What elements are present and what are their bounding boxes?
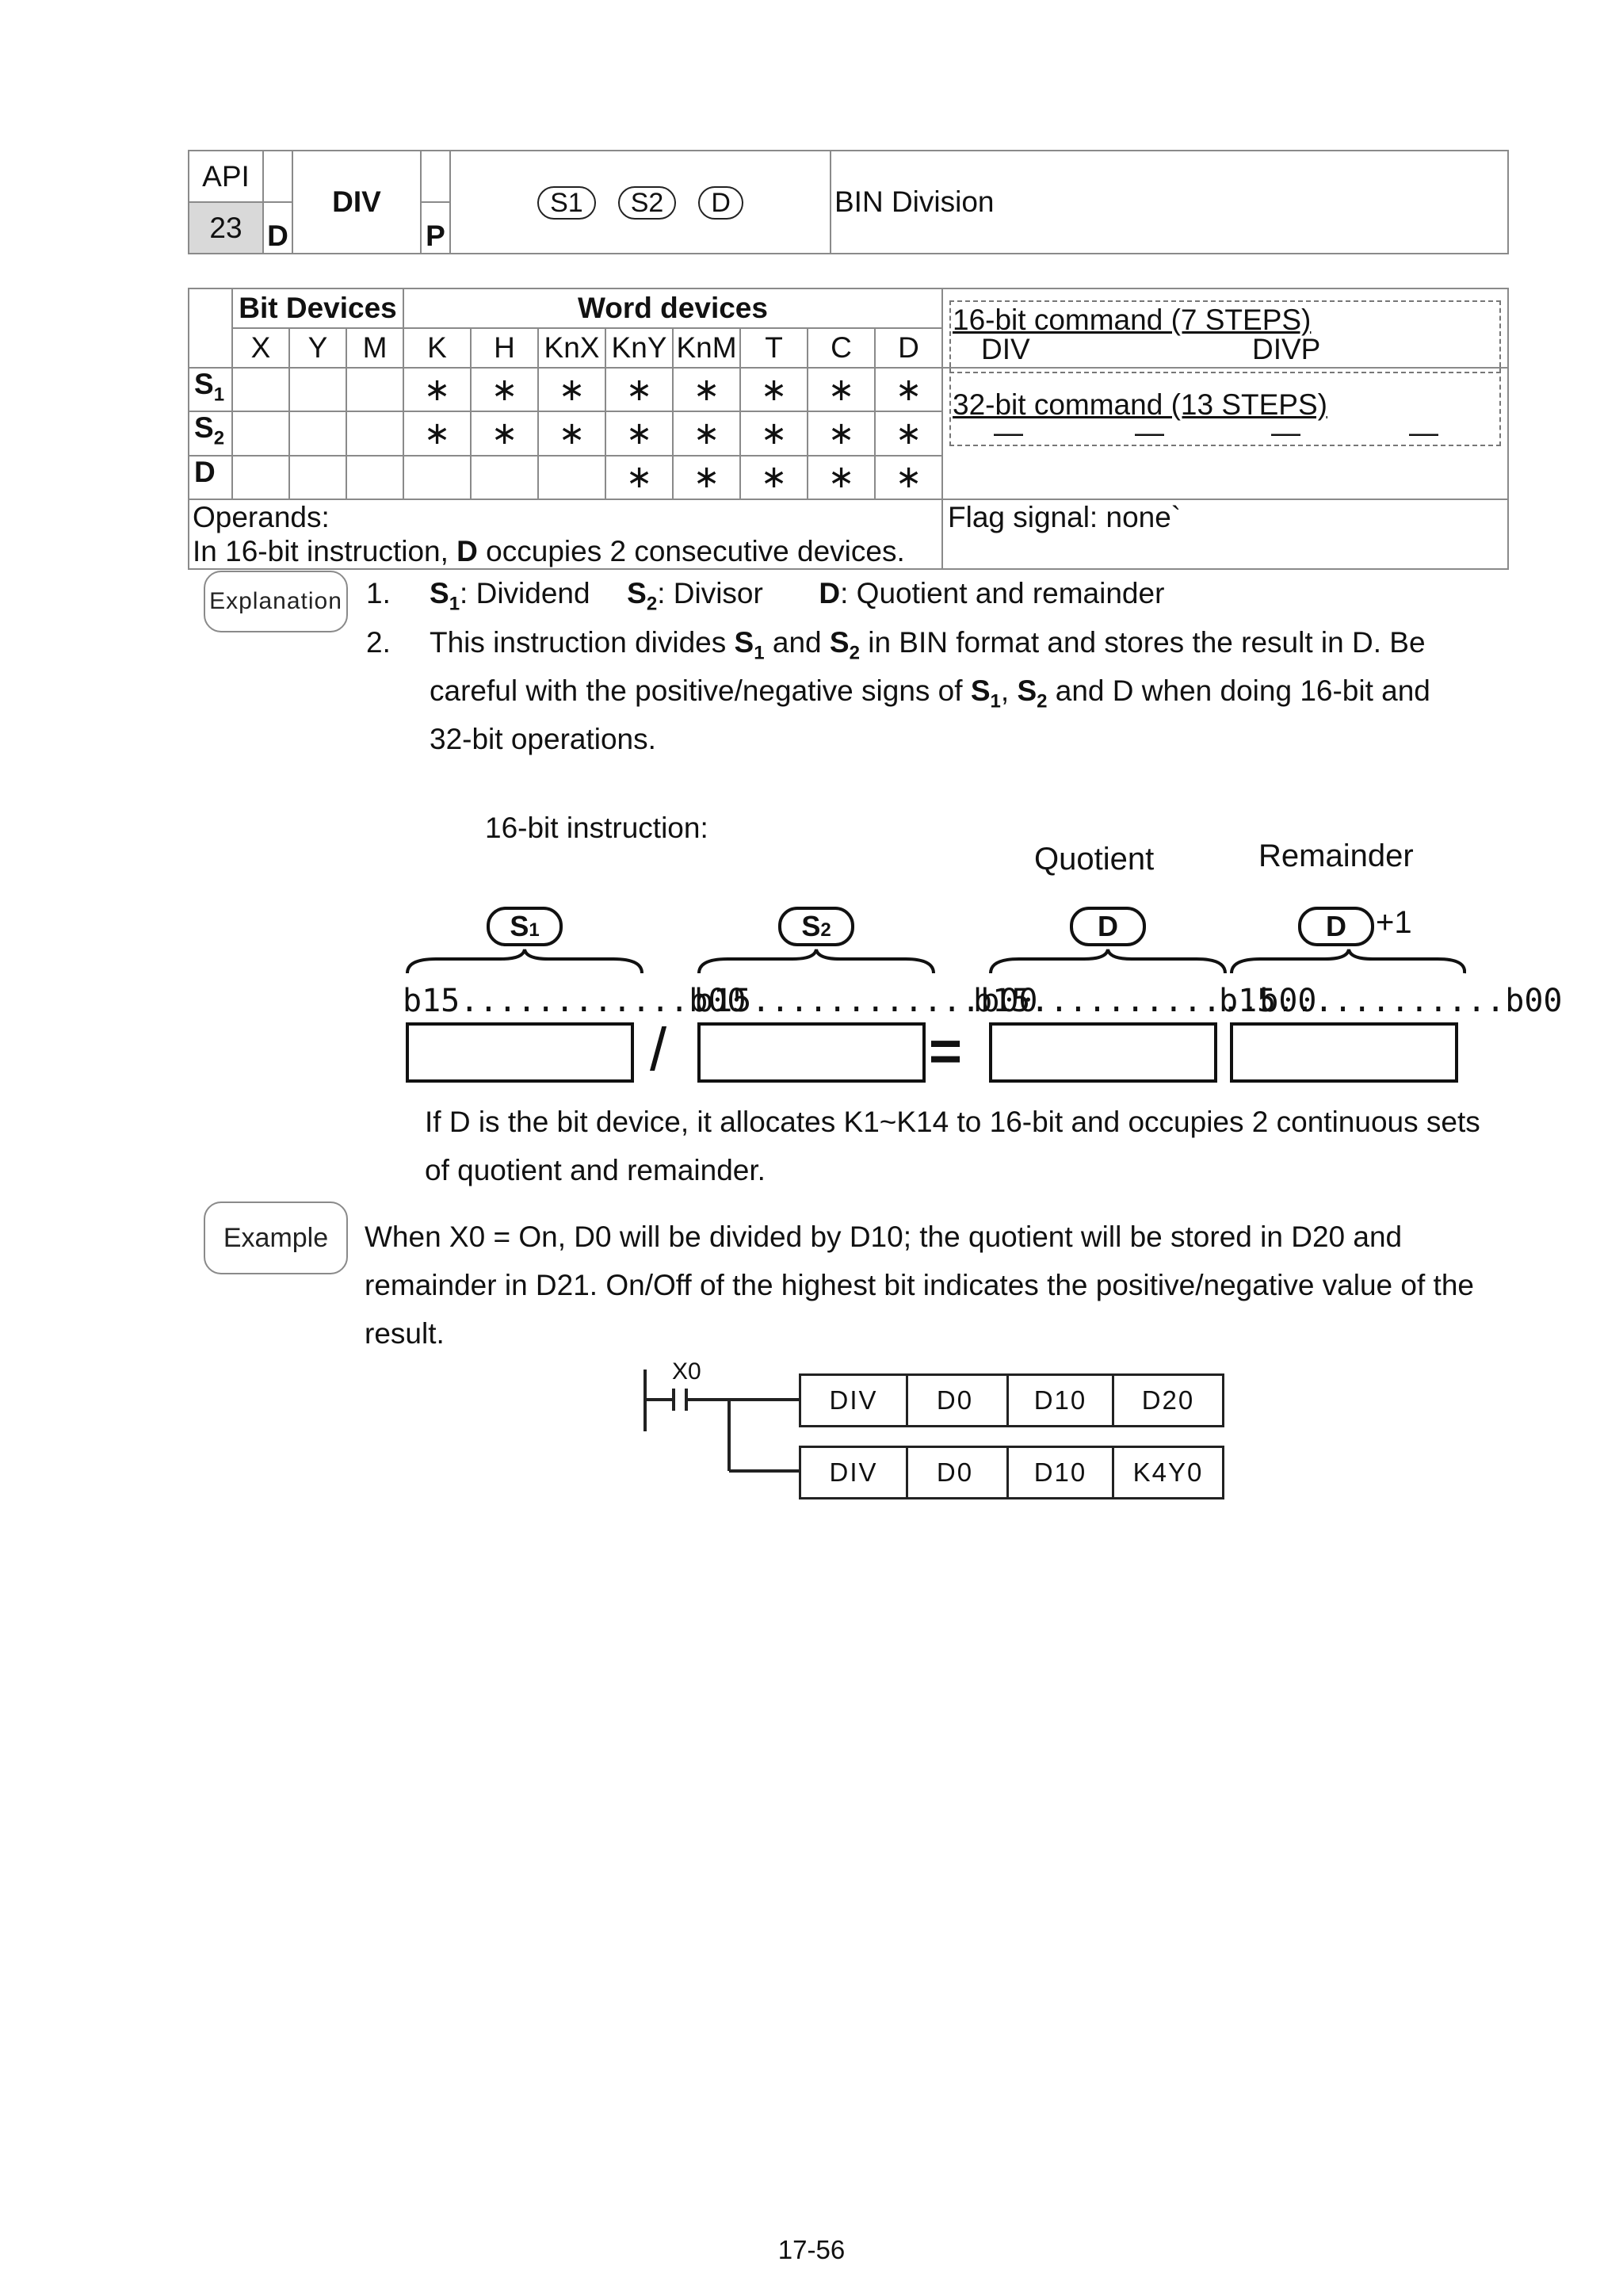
col-k: K xyxy=(403,328,471,368)
operand-s2-symbol: S2 xyxy=(618,186,677,220)
diagram-note-line-1: If D is the bit device, it allocates K1~K14 to 16-bit and occupies 2 continuous sets xyxy=(425,1106,1480,1138)
cell: ∗ xyxy=(605,456,673,499)
explanation-item-2-number: 2. xyxy=(366,626,391,659)
rung-2-operand-1: D0 xyxy=(903,1446,1009,1499)
cell: ∗ xyxy=(740,411,808,455)
contact-x0-label: X0 xyxy=(672,1358,701,1385)
quotient-label: Quotient xyxy=(1034,842,1155,877)
cmd16-div: DIV xyxy=(981,333,1030,365)
col-kny: KnY xyxy=(605,328,673,368)
diagram-braces xyxy=(404,948,1466,976)
cell xyxy=(403,456,471,499)
diagram-caption: 16-bit instruction: xyxy=(485,812,708,844)
explanation-item-2-line-2: careful with the positive/negative signs of $S_1$, $S_2$ and D when doing 16-bit and xyxy=(430,674,1430,712)
rung-2-instruction: DIV xyxy=(799,1446,908,1499)
col-knx: KnX xyxy=(538,328,605,368)
cell: ∗ xyxy=(605,368,673,411)
cell xyxy=(232,456,289,499)
operands-note-text: In 16-bit instruction, D occupies 2 consecutive devices. xyxy=(193,535,905,568)
cmd16-title: 16-bit command (7 STEPS) xyxy=(953,304,1312,336)
cell: ∗ xyxy=(403,368,471,411)
example-line-3: result. xyxy=(365,1317,445,1350)
cell: ∗ xyxy=(808,368,875,411)
d-bit-range: b15............b00 xyxy=(973,983,1317,1019)
d-flag-top xyxy=(263,151,292,202)
row-label: $S_1$ xyxy=(189,368,232,411)
equals-symbol: = xyxy=(929,1020,963,1083)
cell: ∗ xyxy=(740,368,808,411)
cmd32-dash: — xyxy=(1271,416,1300,449)
rung-1-operand-3: D20 xyxy=(1114,1373,1224,1427)
diagram-s2-symbol: S2 xyxy=(778,907,854,946)
cmd32-box xyxy=(949,369,1501,449)
remainder-register xyxy=(1230,1022,1458,1083)
operand-list xyxy=(450,151,831,254)
bit-devices-heading: Bit Devices xyxy=(232,288,403,328)
ladder-wiring xyxy=(634,1360,808,1487)
cell xyxy=(232,368,289,411)
rung-1-operand-2: D10 xyxy=(1009,1373,1114,1427)
cell: ∗ xyxy=(673,411,740,455)
cell xyxy=(346,456,403,499)
diagram-note-line-2: of quotient and remainder. xyxy=(425,1154,766,1186)
remainder-label: Remainder xyxy=(1258,839,1414,873)
cell: ∗ xyxy=(538,368,605,411)
cell: ∗ xyxy=(673,456,740,499)
cmd16-box xyxy=(949,300,1501,367)
operands-note xyxy=(189,499,942,569)
s1-register xyxy=(406,1022,634,1083)
cell: ∗ xyxy=(875,456,942,499)
page-number: 17-56 xyxy=(777,2235,846,2264)
cell: ∗ xyxy=(605,411,673,455)
s2-bit-range: b15............b00 xyxy=(694,983,1038,1019)
cell xyxy=(346,368,403,411)
example-label: Example xyxy=(204,1201,348,1274)
d-flag: D xyxy=(263,202,292,254)
cell: ∗ xyxy=(808,456,875,499)
col-m: M xyxy=(346,328,403,368)
row-label: $S_2$ xyxy=(189,411,232,455)
row-label: D xyxy=(189,456,232,499)
explanation-label: Explanation xyxy=(204,571,348,632)
cmd32-dash: — xyxy=(994,416,1023,449)
cell: ∗ xyxy=(471,411,538,455)
example-line-1: When X0 = On, D0 will be divided by D10; the quotient will be stored in D20 and xyxy=(365,1221,1403,1253)
diagram-s1-symbol: S1 xyxy=(487,907,563,946)
rung-1-instruction: DIV xyxy=(799,1373,908,1427)
operand-device-table xyxy=(188,288,1509,570)
diagram-d1-symbol: D xyxy=(1298,907,1374,946)
cmd16-divp: DIVP xyxy=(1252,333,1321,365)
col-t: T xyxy=(740,328,808,368)
col-h: H xyxy=(471,328,538,368)
col-x: X xyxy=(232,328,289,368)
cell xyxy=(471,456,538,499)
api-label: API xyxy=(189,151,263,202)
col-knm: KnM xyxy=(673,328,740,368)
instruction-header-table xyxy=(188,150,1509,254)
cmd32-cell xyxy=(942,368,1508,499)
flag-signal: Flag signal: none` xyxy=(942,499,1508,569)
divide-symbol: / xyxy=(650,1016,667,1083)
example-line-2: remainder in D21. On/Off of the highest bit indicates the positive/negative value of the xyxy=(365,1269,1474,1301)
cell xyxy=(289,411,346,455)
operand-s1-symbol: S1 xyxy=(537,186,596,220)
cell: ∗ xyxy=(808,411,875,455)
p-flag: P xyxy=(421,202,450,254)
cell xyxy=(538,456,605,499)
cmd32-dash: — xyxy=(1409,416,1438,449)
cmd32-title: 32-bit command (13 STEPS) xyxy=(953,388,1327,421)
cmd32-dash: — xyxy=(1135,416,1164,449)
explanation-item-1: $S_1$: Dividend $S_2$: Divisor D: Quotient and remainder xyxy=(430,577,1165,615)
diagram-d-symbol: D xyxy=(1070,907,1146,946)
rung-1-operand-1: D0 xyxy=(903,1373,1009,1427)
col-d: D xyxy=(875,328,942,368)
api-number: 23 xyxy=(189,202,263,254)
p-flag-top xyxy=(421,151,450,202)
d1-bit-range: b15............b00 xyxy=(1219,983,1563,1019)
quotient-register xyxy=(989,1022,1217,1083)
explanation-item-1-number: 1. xyxy=(366,577,391,609)
s2-register xyxy=(697,1022,926,1083)
operands-note-title: Operands: xyxy=(193,501,330,534)
cell: ∗ xyxy=(875,368,942,411)
cmd16-cell xyxy=(942,288,1508,368)
row-s1 xyxy=(189,368,1508,411)
col-y: Y xyxy=(289,328,346,368)
cell: ∗ xyxy=(471,368,538,411)
cmd32-variants xyxy=(957,416,1493,449)
rung-2-operand-2: D10 xyxy=(1009,1446,1114,1499)
corner-cell xyxy=(189,288,232,368)
explanation-item-2-line-1: This instruction divides $S_1$ and $S_2$ in BIN format and stores the result in D. Be xyxy=(430,626,1426,664)
instruction-function: BIN Division xyxy=(831,151,1508,254)
s1-bit-range: b15............b00 xyxy=(403,983,747,1019)
col-c: C xyxy=(808,328,875,368)
cell: ∗ xyxy=(740,456,808,499)
cell xyxy=(289,456,346,499)
explanation-item-2-line-3: 32-bit operations. xyxy=(430,723,656,755)
cell xyxy=(232,411,289,455)
word-devices-heading: Word devices xyxy=(403,288,942,328)
cell: ∗ xyxy=(673,368,740,411)
mnemonic: DIV xyxy=(292,151,421,254)
operand-d-symbol: D xyxy=(698,186,743,220)
cell xyxy=(289,368,346,411)
cell: ∗ xyxy=(403,411,471,455)
diagram-d1-suffix: +1 xyxy=(1376,905,1412,940)
cell xyxy=(346,411,403,455)
cell: ∗ xyxy=(538,411,605,455)
rung-2-operand-3: K4Y0 xyxy=(1114,1446,1224,1499)
cell: ∗ xyxy=(875,411,942,455)
